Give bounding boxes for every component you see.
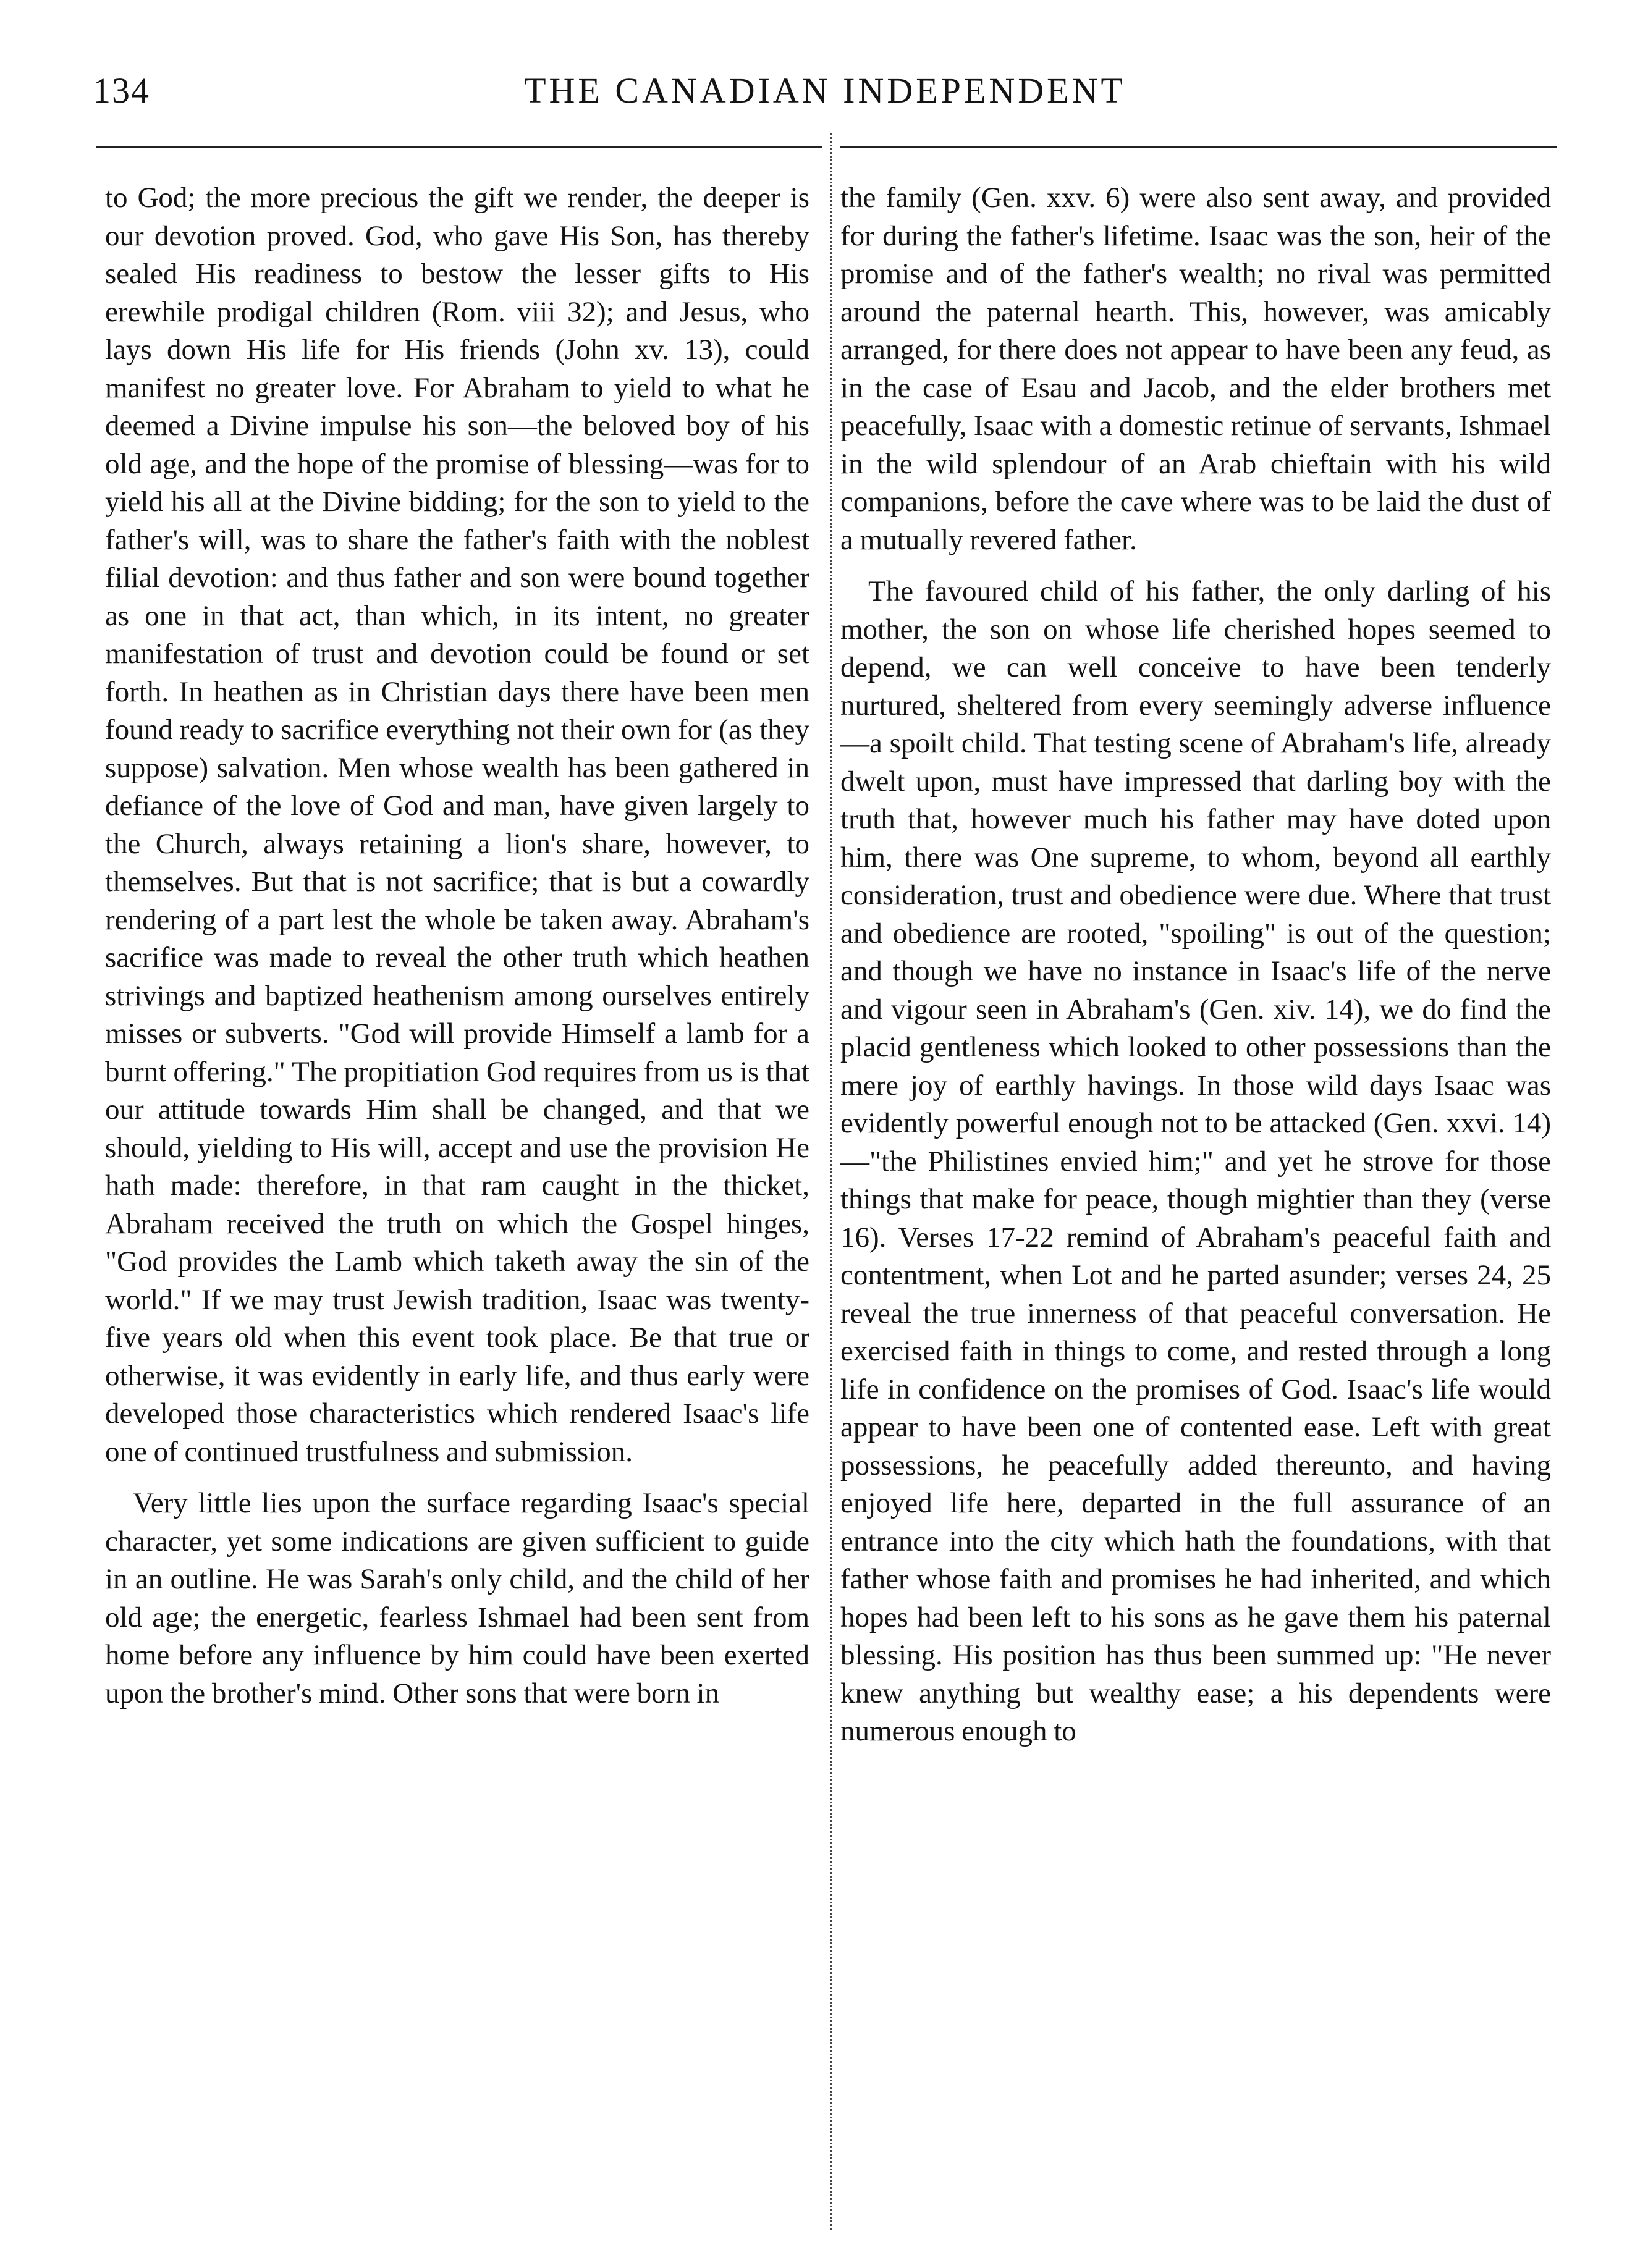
left-paragraph-1: to God; the more precious the gift we render, the deeper is our devotion proved. God, who gave His Son, has thereby sealed His readiness to bestow the lesser gifts to His erewhile prodigal children (Rom. viii 32); and Jesus, who lays down His life for His friends (John xv. 13), could manifest no greater love. For Abraham to yield to what he deemed a Divine impulse his son—the beloved boy of his old age, and the hope of the promise of blessing—was for to yield his all at the Divine bidding; for the son to yield to the father's will, was to share the father's faith with the noblest filial devotion: and thus father and son were bound together as one in that act, than which, in its intent, no greater manifestation of trust and devotion could be found or set forth. In heathen as in Christian days there have been men found ready to sacrifice everything not their own for (as they suppose) salvation. Men whose wealth has been gathered in defiance of the love of God and man, have given largely to the Church, always retaining a lion's share, however, to themselves. But that is not sacrifice; that is but a cowardly rendering of a part lest the whole be taken away. Abraham's sacrifice was made to reveal the other truth which heathen strivings and baptized heathenism among ourselves entirely misses or subverts. "God will provide Himself a lamb for a burnt offering." The propitiation God requires from us is that our attitude towards Him shall be changed, and that we should, yielding to His will, accept and use the provision He hath made: therefore, in that ram caught in the thicket, Abraham received the truth on which the Gospel hinges, "God provides the Lamb which taketh away the sin of the world." If we may trust Jewish tradition, Isaac was twenty-five years old when this event took place. Be that true or otherwise, it was evidently in early life, and thus early were developed those characteristics which rendered Isaac's life one of continued trustfulness and submission. [105,182,809,1468]
left-paragraph-2: Very little lies upon the surface regarding Isaac's special character, yet some indications are given sufficient to guide in an outline. He was Sarah's only child, and the child of her old age; the energetic, fearless Ishmael had been sent from home before any influence by him could have been exerted upon the brother's mind. Other sons that were born in [105,1487,809,1709]
left-column [105,179,809,1713]
right-paragraph-2: The favoured child of his father, the only darling of his mother, the son on whose life cherished hopes seemed to depend, we can well conceive to have been tenderly nurtured, sheltered from every seemingly adverse influence—a spoilt child. That testing scene of Abraham's life, already dwelt upon, must have impressed that darling boy with the truth that, however much his father may have doted upon him, there was One supreme, to whom, beyond all earthly consideration, trust and obedience were due. Where that trust and obedience are rooted, "spoiling" is out of the question; and though we have no instance in Isaac's life of the nerve and vigour seen in Abraham's (Gen. xiv. 14), we do find the placid gentleness which looked to other possessions than the mere joy of earthly havings. In those wild days Isaac was evidently powerful enough not to be attacked (Gen. xxvi. 14)—"the Philistines envied him;" and yet he strove for those things that make for peace, though mightier than they (verse 16). Verses 17-22 remind of Abraham's peaceful faith and contentment, when Lot and he parted asunder; verses 24, 25 reveal the true innerness of that peaceful conversation. He exercised faith in things to come, and rested through a long life in confidence on the promises of God. Isaac's life would appear to have been one of contented ease. Left with great possessions, he peacefully added thereunto, and having enjoyed life here, departed in the full assurance of an entrance into the city which hath the foundations, with that father whose faith and promises he had inherited, and which hopes had been left to his sons as he gave them his paternal blessing. His position has thus been summed up: "He never knew anything but wealthy ease; a his dependents were numerous enough to [840,575,1551,1747]
header-rule-right [840,146,1557,148]
right-paragraph-1: the family (Gen. xxv. 6) were also sent away, and provided for during the father's lifetime. Isaac was the son, heir of the promise and of the father's wealth; no rival was permitted around the paternal hearth. This, however, was amicably arranged, for there does not appear to have been any feud, as in the case of Esau and Jacob, and the elder brothers met peacefully, Isaac with a domestic retinue of servants, Ishmael in the wild splendour of an Arab chieftain with his wild companions, before the cave where was to be laid the dust of a mutually revered father. [840,182,1551,556]
header-rule-left [96,146,822,148]
page-number: 134 [93,70,150,111]
column-divider [830,133,832,2230]
page-header [93,65,1557,114]
right-column [840,179,1551,1751]
journal-title: THE CANADIAN INDEPENDENT [524,70,1126,111]
